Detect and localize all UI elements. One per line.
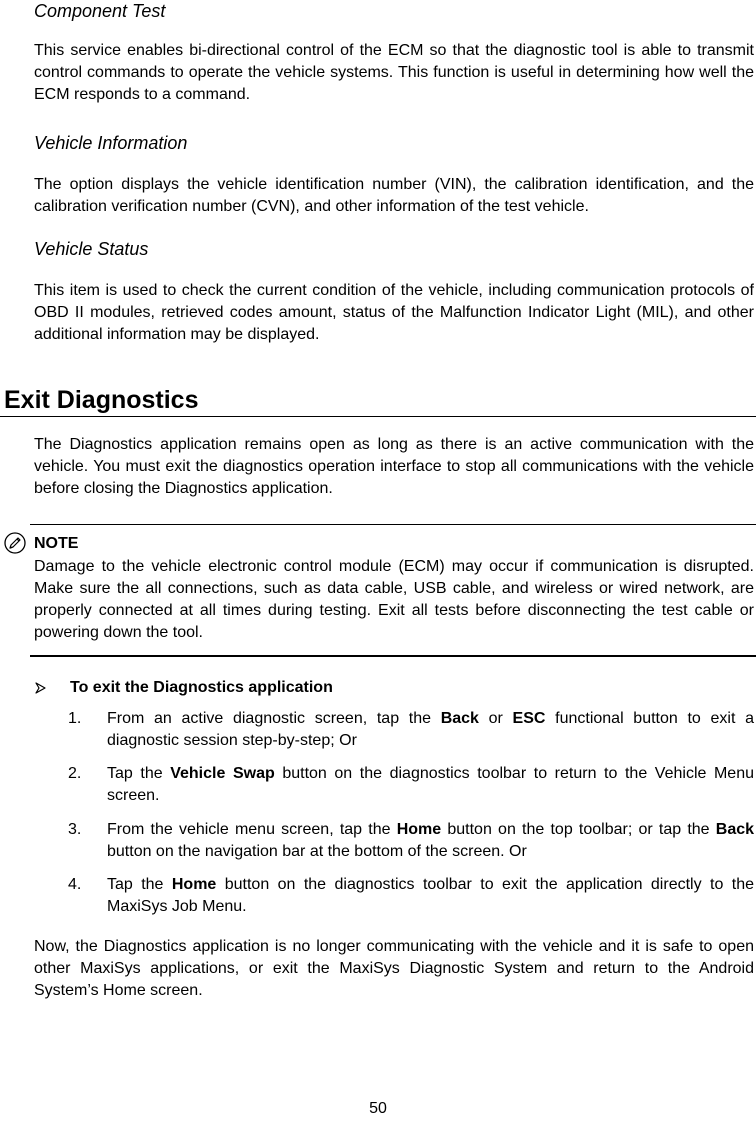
step-text: From the vehicle menu screen, tap the Home button on the top toolbar; or tap the Back button on the navigation bar at the bottom of the screen. Or — [107, 821, 755, 860]
note-body: Damage to the vehicle electronic control module (ECM) may occur if communication is disrupted. Make sure the all connections, such as data cable, USB cable, and wireless or wired network, are properly connected at all times during testing. Exit all tests before disconnecting the test cable or powering down the tool. — [34, 558, 754, 641]
step-number: 2. — [68, 765, 82, 782]
heading-underline — [0, 416, 756, 417]
arrow-bullet-icon — [34, 681, 48, 695]
pencil-icon — [4, 532, 26, 554]
step-text: Tap the Vehicle Swap button on the diagnostics toolbar to return to the Vehicle Menu screen. — [107, 765, 755, 804]
vehicle-status-heading: Vehicle Status — [34, 239, 149, 259]
vehicle-information-heading: Vehicle Information — [34, 133, 188, 153]
exit-diagnostics-heading: Exit Diagnostics — [4, 386, 199, 414]
step-text: Tap the Home button on the diagnostics toolbar to exit the application directly to the MaxiSys Job Menu. — [107, 876, 754, 915]
component-test-body: This service enables bi-directional control of the ECM so that the diagnostic tool is able to transmit control commands to operate the vehicle systems. This function is useful in determining how well the ECM responds to a command. — [34, 42, 754, 103]
closing-body: Now, the Diagnostics application is no longer communicating with the vehicle and it is safe to open other MaxiSys applications, or exit the MaxiSys Diagnostic System and return to the Android System’s Home screen. — [34, 938, 754, 999]
exit-diagnostics-body: The Diagnostics application remains open as long as there is an active communication with the vehicle. You must exit the diagnostics operation interface to stop all communications with the vehicle before closing the Diagnostics application. — [34, 436, 754, 497]
step-number: 3. — [68, 821, 82, 838]
page-number: 50 — [369, 1100, 387, 1117]
note-title: NOTE — [34, 535, 79, 552]
procedure-title: To exit the Diagnostics application — [70, 679, 333, 696]
note-bottom-rule — [30, 655, 756, 657]
note-top-rule — [30, 524, 756, 525]
step-number: 1. — [68, 710, 82, 727]
component-test-heading: Component Test — [34, 1, 166, 21]
step-text: From an active diagnostic screen, tap the Back or ESC functional button to exit a diagnostic session step-by-step; Or — [107, 710, 754, 749]
vehicle-status-body: This item is used to check the current condition of the vehicle, including communication protocols of OBD II modules, retrieved codes amount, status of the Malfunction Indicator Light (MIL), and other additional information may be displayed. — [34, 282, 754, 343]
step-number: 4. — [68, 876, 82, 893]
vehicle-information-body: The option displays the vehicle identification number (VIN), the calibration identification, and the calibration verification number (CVN), and other information of the test vehicle. — [34, 176, 754, 215]
